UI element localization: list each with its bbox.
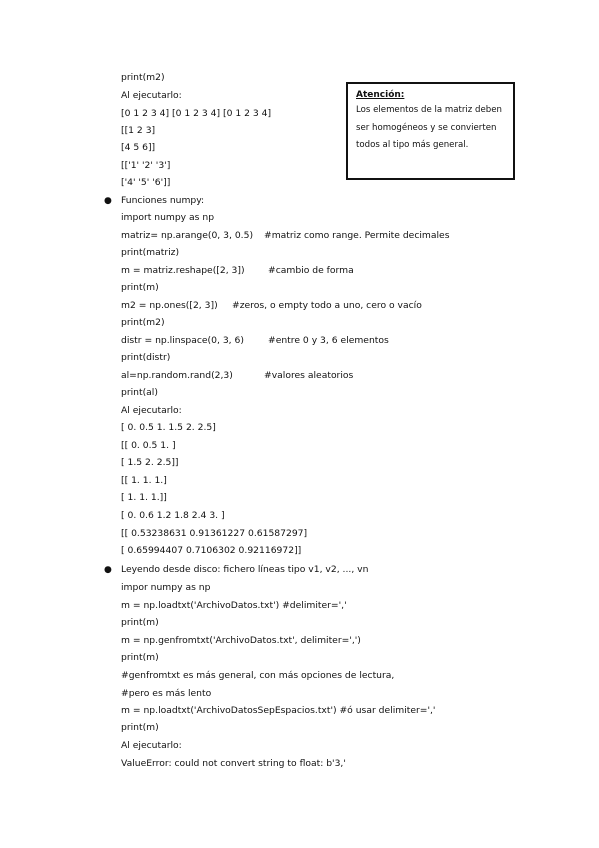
code-comment: #entre 0 y 3, 6 elementos xyxy=(268,335,389,346)
code-line: m2 = np.ones([2, 3]) xyxy=(121,300,218,311)
code-line: Al ejecutarlo: xyxy=(121,405,182,416)
code-line: print(m) xyxy=(121,722,159,733)
code-comment: #matriz como range. Permite decimales xyxy=(264,230,450,241)
code-comment: #zeros, o empty todo a uno, cero o vacío xyxy=(232,300,422,311)
output-line: [ 0. 0.6 1.2 1.8 2.4 3. ] xyxy=(121,510,225,521)
output-line: [[ 0.53238631 0.91361227 0.61587297] xyxy=(121,528,308,539)
output-line: [0 1 2 3 4] [0 1 2 3 4] [0 1 2 3 4] xyxy=(121,108,272,119)
code-line: Al ejecutarlo: xyxy=(121,90,182,101)
code-line: print(m) xyxy=(121,282,159,293)
output-line: [[ 1. 1. 1.] xyxy=(121,475,167,486)
bullet-icon: ● xyxy=(104,565,112,575)
code-line: impor numpy as np xyxy=(121,582,211,593)
output-line: [4 5 6]] xyxy=(121,142,156,153)
code-line: distr = np.linspace(0, 3, 6) xyxy=(121,335,244,346)
output-line: [['1' '2' '3'] xyxy=(121,160,171,171)
output-line: ValueError: could not convert string to float: b'3,' xyxy=(121,758,346,769)
code-line: import numpy as np xyxy=(121,212,215,223)
code-line: m = np.genfromtxt('ArchivoDatos.txt', delimiter=',') xyxy=(121,635,361,646)
code-line: al=np.random.rand(2,3) xyxy=(121,370,233,381)
code-line: print(m2) xyxy=(121,72,165,83)
code-line: #pero es más lento xyxy=(121,688,212,699)
code-line: print(al) xyxy=(121,387,158,398)
code-line: #genfromtxt es más general, con más opciones de lectura, xyxy=(121,670,395,681)
output-line: [[ 0. 0.5 1. ] xyxy=(121,440,176,451)
bullet-icon: ● xyxy=(104,196,112,206)
output-line: [ 1.5 2. 2.5]] xyxy=(121,457,179,468)
code-line: print(m) xyxy=(121,652,159,663)
attention-line: ser homogéneos y se convierten xyxy=(356,122,497,133)
output-line: [ 1. 1. 1.]] xyxy=(121,492,167,503)
code-line: m = matriz.reshape([2, 3]) xyxy=(121,265,245,276)
code-comment: #cambio de forma xyxy=(268,265,354,276)
code-line: print(distr) xyxy=(121,352,171,363)
output-line: [ 0. 0.5 1. 1.5 2. 2.5] xyxy=(121,422,216,433)
code-line: m = np.loadtxt('ArchivoDatos.txt') #delimiter=',' xyxy=(121,600,347,611)
code-line: m = np.loadtxt('ArchivoDatosSepEspacios.txt') #ó usar delimiter=',' xyxy=(121,705,436,716)
attention-line: Los elementos de la matriz deben xyxy=(356,105,502,115)
attention-line: todos al tipo más general. xyxy=(356,140,469,150)
output-line: ['4' '5' '6']] xyxy=(121,177,171,188)
section-title-disk: Leyendo desde disco: fichero líneas tipo v1, v2, ..., vn xyxy=(121,564,369,575)
code-line: print(matriz) xyxy=(121,247,180,258)
code-line: print(m) xyxy=(121,617,159,628)
code-line: matriz= np.arange(0, 3, 0.5) xyxy=(121,230,254,241)
code-line: Al ejecutarlo: xyxy=(121,740,182,751)
output-line: [[1 2 3] xyxy=(121,125,156,136)
attention-title: Atención: xyxy=(356,90,405,100)
code-line: print(m2) xyxy=(121,317,165,328)
code-comment: #valores aleatorios xyxy=(264,370,354,381)
section-title-numpy: Funciones numpy: xyxy=(121,195,205,206)
attention-box xyxy=(346,82,515,180)
output-line: [ 0.65994407 0.7106302 0.92116972]] xyxy=(121,545,302,556)
